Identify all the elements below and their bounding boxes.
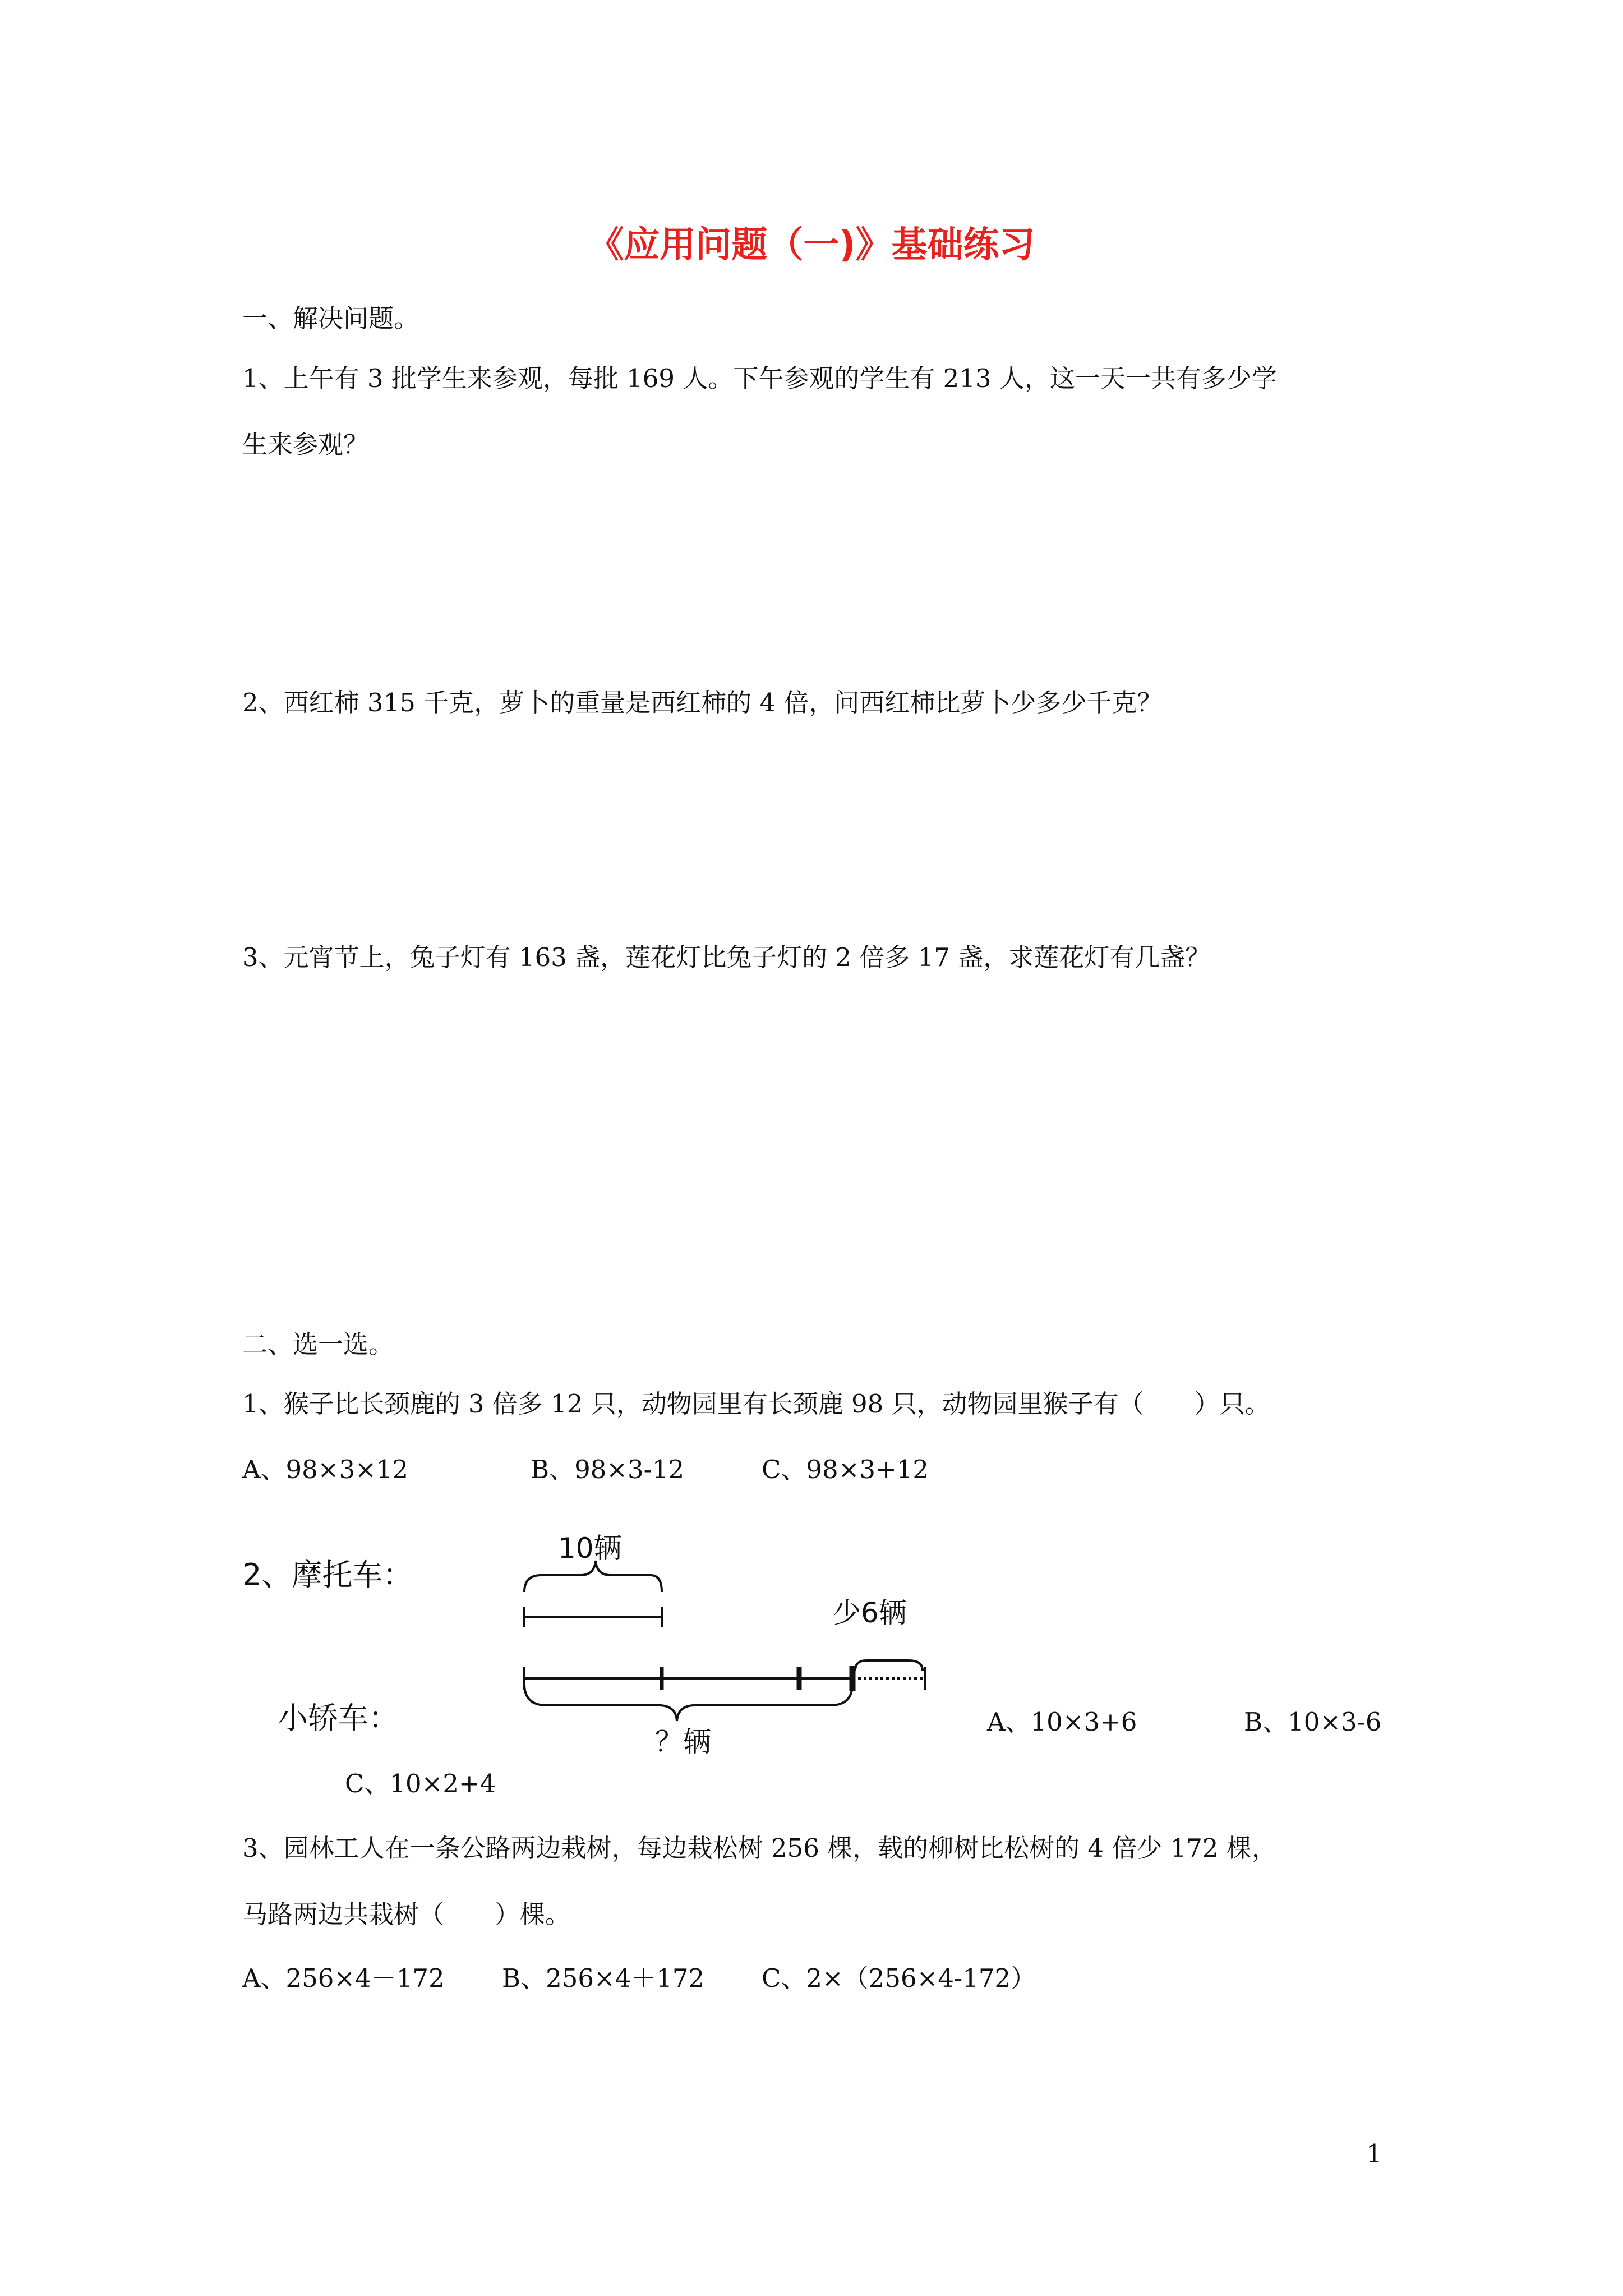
section-heading-solve: 一、解决问题。	[242, 303, 419, 333]
choice-3-option-b: B、256×4＋172	[502, 1963, 705, 1993]
choice-1-option-c: C、98×3+12	[762, 1455, 929, 1484]
choice-question-3-line-1: 3、园林工人在一条公路两边栽树，每边栽松树 256 棵，载的柳树比松树的 4 倍少 172 棵，	[242, 1833, 1277, 1863]
diagram-label-question: ？辆	[655, 1726, 711, 1758]
diagram-label-car: 小轿车：	[278, 1700, 399, 1736]
question-2: 2、西红柿 315 千克，萝卜的重量是西红柿的 4 倍，问西红柿比萝卜少多少千克？	[242, 688, 1163, 717]
diagram-label-10: 10辆	[558, 1532, 622, 1565]
brace-total	[524, 1684, 852, 1721]
diagram-label-less-6: 少6辆	[833, 1596, 907, 1629]
brace-10	[524, 1561, 662, 1592]
diagram-label-motorcycle: 2、摩托车：	[242, 1557, 413, 1593]
question-1-line-2: 生来参观？	[242, 430, 369, 459]
choice-question-1: 1、猴子比长颈鹿的 3 倍多 12 只，动物园里有长颈鹿 98 只，动物园里猴子有（ ）只。	[242, 1389, 1270, 1419]
choice-1-option-b: B、98×3-12	[531, 1455, 685, 1484]
page-number: 1	[1366, 2139, 1382, 2169]
choice-2-option-c: C、10×2+4	[345, 1769, 496, 1798]
choice-1-option-a: A、98×3×12	[242, 1455, 409, 1484]
section-heading-choose: 二、选一选。	[242, 1329, 394, 1359]
choice-3-option-c: C、2×（256×4-172）	[762, 1963, 1036, 1993]
page-title: 《应用问题（一)》基础练习	[588, 224, 1035, 266]
question-3: 3、元宵节上，兔子灯有 163 盏，莲花灯比兔子灯的 2 倍多 17 盏，求莲花灯有几盏？	[242, 942, 1211, 972]
choice-3-option-a: A、256×4－172	[242, 1963, 445, 1993]
choice-question-3-line-2: 马路两边共栽树（ ）棵。	[242, 1899, 571, 1929]
choice-2-option-b: B、10×3-6	[1244, 1707, 1382, 1737]
brace-less-6	[855, 1660, 923, 1671]
choice-2-option-a: A、10×3+6	[987, 1707, 1137, 1737]
question-1-line-1: 1、上午有 3 批学生来参观，每批 169 人。下午参观的学生有 213 人，这一天一共有多少学	[242, 364, 1277, 393]
